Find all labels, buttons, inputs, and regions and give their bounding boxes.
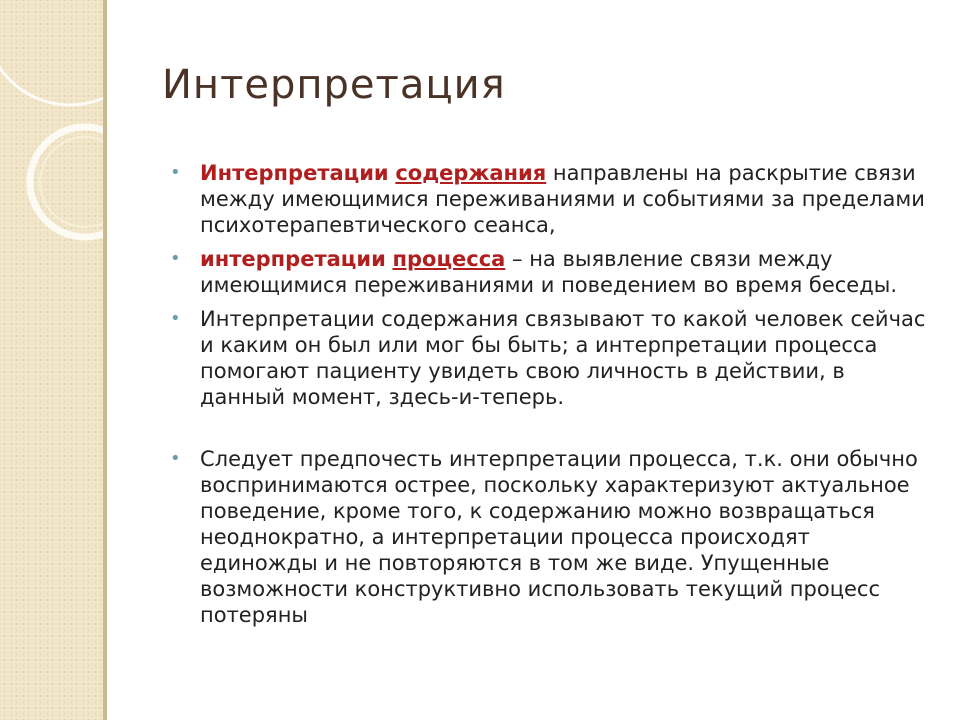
decorative-sidebar (0, 0, 103, 720)
bullet-item-process (170, 246, 930, 298)
sidebar-edge (103, 0, 107, 720)
term-lead: интерпретации (200, 247, 386, 271)
term-lead: Интерпретации (200, 161, 389, 185)
bullet-text: – на выявление связи между имеющимися переживаниями и поведением во время беседы. (200, 247, 897, 297)
decorative-circles (0, 0, 103, 720)
bullet-item-comparison (170, 306, 930, 410)
bullet-icon: • (170, 308, 181, 329)
decorative-circle-inner (40, 137, 103, 227)
bullet-item-content (170, 160, 930, 238)
term-underlined: содержания (395, 161, 547, 185)
slide-title: Интерпретация (162, 62, 506, 108)
bullet-text: Интерпретации содержания связывают то какой человек сейчас и каким он был или мог бы быть; а интерпретации процесса помогают пациенту увидеть свою личность в действии, в данный момент, здесь-и-теперь. (200, 307, 926, 409)
bullet-text: направлены на раскрытие связи между имеющимися переживаниями и событиями за пределами психотерапевтического сеанса, (200, 161, 925, 237)
decorative-circle-large (0, 0, 103, 105)
bullet-icon: • (170, 248, 181, 269)
bullet-text: Следует предпочесть интерпретации процесса, т.к. они обычно воспринимаются острее, поскольку характеризуют актуальное поведение, кроме того, к содержанию можно возвращаться неоднократно, а интерпретации процесса происходят единожды и не повторяются в том же виде. Упущенные возможности конструктивно использовать текущий процесс потеряны (200, 447, 918, 627)
bullet-list (170, 160, 930, 628)
bullet-item-recommendation (170, 446, 930, 628)
bullet-icon: • (170, 448, 181, 469)
term-underlined: процесса (392, 247, 506, 271)
bullet-icon: • (170, 162, 181, 183)
